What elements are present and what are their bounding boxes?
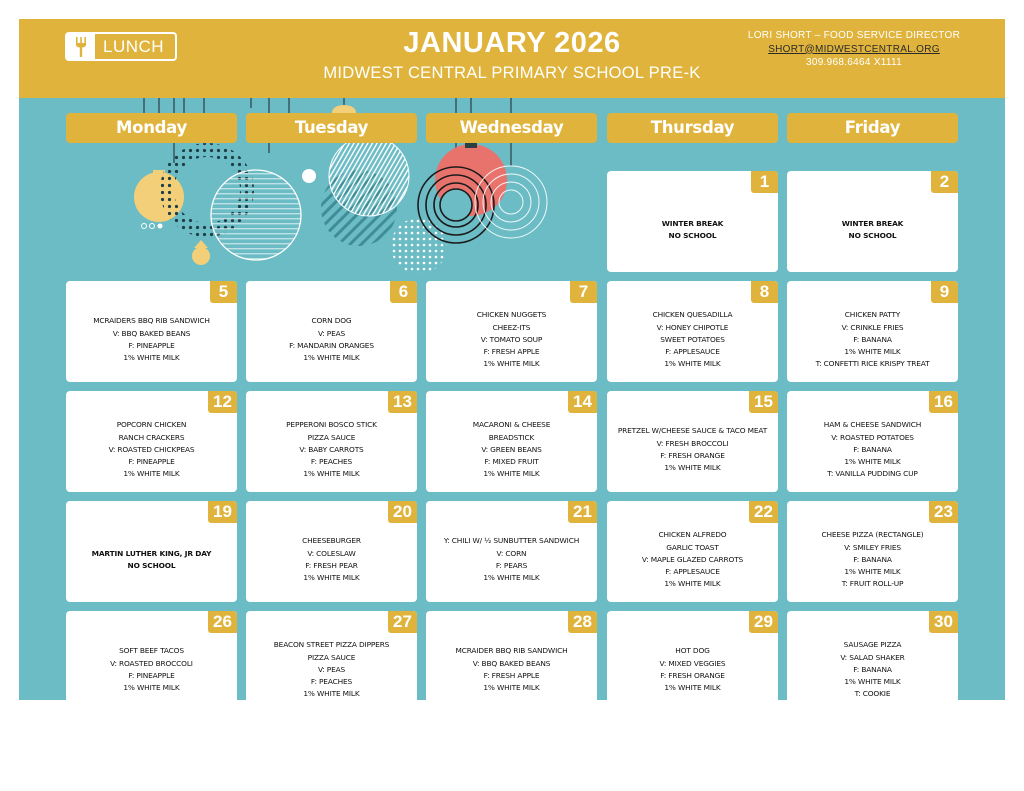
menu-item: V: GREEN BEANS	[481, 444, 542, 454]
date-badge: 29	[749, 611, 778, 633]
day-header-tuesday: Tuesday	[246, 113, 417, 143]
date-badge: 26	[208, 611, 237, 633]
menu-list	[66, 411, 237, 489]
menu-item: WINTER BREAK	[661, 218, 724, 228]
menu-item: F: PEARS	[495, 561, 528, 570]
menu-item: F: MIXED FRUIT	[484, 457, 539, 467]
menu-item: 1% WHITE MILK	[844, 567, 901, 577]
day-header-wednesday: Wednesday	[426, 113, 597, 143]
menu-item: 1% WHITE MILK	[303, 689, 360, 699]
menu-list	[787, 191, 958, 269]
menu-item: F: BANANA	[853, 554, 892, 564]
menu-item: PIZZA SAUCE	[307, 432, 356, 442]
menu-list	[246, 521, 417, 599]
date-badge: 14	[568, 391, 597, 413]
menu-item: T: COOKIE	[854, 689, 891, 699]
logo-label: LUNCH	[103, 36, 165, 56]
menu-item: 1% WHITE MILK	[483, 359, 540, 369]
menu-item: V: ROASTED BROCCOLI	[110, 658, 193, 668]
menu-item: 1% WHITE MILK	[303, 573, 360, 583]
menu-list	[66, 521, 237, 599]
menu-item: V: HONEY CHIPOTLE	[656, 322, 729, 332]
menu-list	[426, 301, 597, 379]
menu-item: 1% WHITE MILK	[844, 347, 901, 357]
day-cell	[607, 281, 778, 382]
menu-item: V: BBQ BAKED BEANS	[472, 658, 551, 668]
menu-item: 1% WHITE MILK	[123, 469, 180, 479]
date-badge: 9	[931, 281, 958, 303]
day-header-monday: Monday	[66, 113, 237, 143]
menu-item: CHEESEBURGER	[302, 536, 361, 546]
menu-item: PEPPERONI BOSCO STICK	[286, 420, 377, 430]
menu-item: 1% WHITE MILK	[123, 353, 180, 363]
menu-list	[426, 411, 597, 489]
menu-item: CHICKEN QUESADILLA	[652, 310, 733, 320]
menu-item: F: FRESH APPLE	[483, 347, 540, 357]
menu-item: 1% WHITE MILK	[483, 683, 540, 693]
page-subtitle: MIDWEST CENTRAL PRIMARY SCHOOL PRE-K	[323, 64, 701, 82]
day-cell	[787, 281, 958, 382]
menu-item: V: SMILEY FRIES	[844, 542, 901, 552]
menu-item: F: BANANA	[853, 664, 892, 674]
menu-item: 1% WHITE MILK	[664, 359, 721, 369]
menu-item: V: SALAD SHAKER	[840, 652, 905, 662]
menu-item: CHICKEN NUGGETS	[476, 310, 547, 320]
date-badge: 28	[568, 611, 597, 633]
menu-item: HOT DOG	[675, 646, 710, 656]
day-cell	[607, 611, 778, 700]
day-cell	[246, 501, 417, 602]
menu-item: SAUSAGE PIZZA	[843, 640, 902, 650]
menu-page	[19, 19, 1005, 779]
menu-item: NO SCHOOL	[127, 561, 176, 570]
menu-item: F: PEACHES	[310, 457, 353, 467]
menu-item: PIZZA SAUCE	[307, 652, 356, 662]
menu-item: 1% WHITE MILK	[664, 463, 721, 473]
menu-list	[787, 631, 958, 700]
menu-item: HAM & CHEESE SANDWICH	[823, 420, 922, 430]
menu-list	[607, 411, 778, 489]
day-cell	[246, 281, 417, 382]
menu-item: MCRAIDERS BBQ RIB SANDWICH	[93, 316, 210, 326]
menu-item: CHEESE PIZZA (RECTANGLE)	[821, 530, 924, 540]
day-header-thursday: Thursday	[607, 113, 778, 143]
menu-item: V: MAPLE GLAZED CARROTS	[641, 554, 744, 564]
date-badge: 1	[751, 171, 778, 193]
calendar-area	[19, 98, 1005, 700]
menu-item: 1% WHITE MILK	[303, 353, 360, 363]
menu-item: F: FRESH PEAR	[305, 561, 358, 570]
menu-list	[426, 521, 597, 599]
day-cell	[426, 501, 597, 602]
day-cell	[607, 391, 778, 492]
day-cell	[246, 391, 417, 492]
menu-item: T: FRUIT ROLL-UP	[841, 579, 904, 589]
menu-item: V: CRINKLE FRIES	[841, 322, 904, 332]
contact-email-link[interactable]: SHORT@MIDWESTCENTRAL.ORG	[768, 43, 940, 55]
menu-item: V: BBQ BAKED BEANS	[112, 328, 191, 338]
day-cell	[787, 611, 958, 700]
date-badge: 30	[929, 611, 958, 633]
day-cell	[426, 611, 597, 700]
menu-item: V: CORN	[496, 548, 527, 558]
day-cell	[787, 501, 958, 602]
menu-item: 1% WHITE MILK	[844, 677, 901, 687]
day-cell	[426, 391, 597, 492]
menu-list	[246, 301, 417, 379]
menu-list	[66, 301, 237, 379]
menu-item: V: MIXED VEGGIES	[659, 658, 726, 668]
menu-list	[426, 631, 597, 700]
menu-item: F: PINEAPPLE	[128, 457, 175, 467]
date-badge: 27	[388, 611, 417, 633]
menu-item: WINTER BREAK	[841, 218, 904, 228]
day-cell	[66, 281, 237, 382]
menu-item: F: PINEAPPLE	[128, 341, 175, 350]
menu-list	[787, 521, 958, 599]
menu-item: 1% WHITE MILK	[123, 683, 180, 693]
contact-phone: 309.968.6464 X1111	[805, 57, 903, 68]
date-badge: 6	[390, 281, 417, 303]
menu-item: CHEEZ-ITS	[492, 322, 531, 332]
menu-item: CORN DOG	[311, 316, 352, 326]
day-cell	[66, 391, 237, 492]
menu-item: POPCORN CHICKEN	[116, 420, 187, 430]
menu-item: V: ROASTED CHICKPEAS	[108, 444, 195, 454]
menu-item: V: BABY CARROTS	[299, 444, 364, 454]
menu-item: T: CONFETTI RICE KRISPY TREAT	[815, 359, 930, 369]
menu-item: RANCH CRACKERS	[118, 432, 185, 442]
date-badge: 19	[208, 501, 237, 523]
date-badge: 20	[388, 501, 417, 523]
menu-item: F: FRESH ORANGE	[660, 451, 725, 460]
menu-item: F: APPLESAUCE	[665, 347, 720, 357]
menu-item: V: FRESH BROCCOLI	[656, 438, 729, 448]
menu-item: 1% WHITE MILK	[483, 573, 540, 583]
menu-list	[66, 631, 237, 700]
menu-item: F: FRESH APPLE	[483, 671, 540, 680]
date-badge: 21	[568, 501, 597, 523]
date-badge: 12	[208, 391, 237, 413]
header-banner	[19, 19, 1005, 98]
menu-item: PRETZEL W/CHEESE SAUCE & TACO MEAT	[617, 426, 768, 436]
menu-item: F: MANDARIN ORANGES	[289, 341, 374, 350]
menu-item: V: PEAS	[317, 328, 346, 338]
day-cell	[787, 171, 958, 272]
date-badge: 15	[749, 391, 778, 413]
menu-item: SWEET POTATOES	[660, 334, 725, 344]
menu-item: MCRAIDER BBQ RIB SANDWICH	[455, 646, 568, 656]
date-badge: 7	[570, 281, 597, 303]
menu-list	[607, 631, 778, 700]
menu-item: CHICKEN PATTY	[844, 310, 901, 320]
date-badge: 2	[931, 171, 958, 193]
day-cell	[426, 281, 597, 382]
date-badge: 23	[929, 501, 958, 523]
menu-item: 1% WHITE MILK	[664, 579, 721, 589]
menu-list	[607, 301, 778, 379]
menu-item: F: BANANA	[853, 334, 892, 344]
menu-item: BEACON STREET PIZZA DIPPERS	[273, 640, 390, 650]
menu-list	[787, 301, 958, 379]
menu-item: F: PEACHES	[310, 677, 353, 687]
menu-item: NO SCHOOL	[668, 231, 717, 240]
menu-list	[607, 191, 778, 269]
date-badge: 8	[751, 281, 778, 303]
menu-item: Y: CHILI W/ ½ SUNBUTTER SANDWICH	[443, 536, 580, 546]
menu-list	[246, 631, 417, 700]
menu-item: F: APPLESAUCE	[665, 567, 720, 577]
menu-item: MARTIN LUTHER KING, JR DAY	[91, 548, 212, 558]
menu-item: V: ROASTED POTATOES	[831, 432, 914, 442]
menu-item: F: PINEAPPLE	[128, 671, 175, 680]
day-cell	[787, 391, 958, 492]
menu-item: NO SCHOOL	[848, 231, 897, 240]
menu-item: F: BANANA	[853, 444, 892, 454]
day-header-friday: Friday	[787, 113, 958, 143]
menu-item: T: VANILLA PUDDING CUP	[827, 469, 918, 479]
menu-item: SOFT BEEF TACOS	[119, 646, 184, 656]
menu-item: CHICKEN ALFREDO	[658, 530, 727, 540]
menu-item: 1% WHITE MILK	[303, 469, 360, 479]
menu-item: F: FRESH ORANGE	[660, 671, 725, 680]
menu-item: 1% WHITE MILK	[483, 469, 540, 479]
day-cell	[607, 171, 778, 272]
page-title: JANUARY 2026	[403, 27, 621, 59]
date-badge: 5	[210, 281, 237, 303]
menu-item: MACARONI & CHEESE	[472, 420, 551, 430]
day-cell	[66, 611, 237, 700]
menu-item: V: COLESLAW	[307, 548, 356, 558]
menu-item: 1% WHITE MILK	[844, 457, 901, 467]
menu-list	[246, 411, 417, 489]
day-cell	[607, 501, 778, 602]
date-badge: 22	[749, 501, 778, 523]
menu-item: V: PEAS	[317, 664, 346, 674]
menu-list	[607, 521, 778, 599]
day-cell	[66, 501, 237, 602]
contact-block	[709, 29, 999, 70]
menu-item: V: TOMATO SOUP	[480, 334, 543, 344]
menu-item: BREADSTICK	[488, 432, 535, 442]
menu-list	[787, 411, 958, 489]
menu-item: 1% WHITE MILK	[664, 683, 721, 693]
date-badge: 13	[388, 391, 417, 413]
menu-item: GARLIC TOAST	[666, 542, 719, 552]
date-badge: 16	[929, 391, 958, 413]
contact-name: LORI SHORT – FOOD SERVICE DIRECTOR	[747, 30, 961, 41]
day-cell	[246, 611, 417, 700]
